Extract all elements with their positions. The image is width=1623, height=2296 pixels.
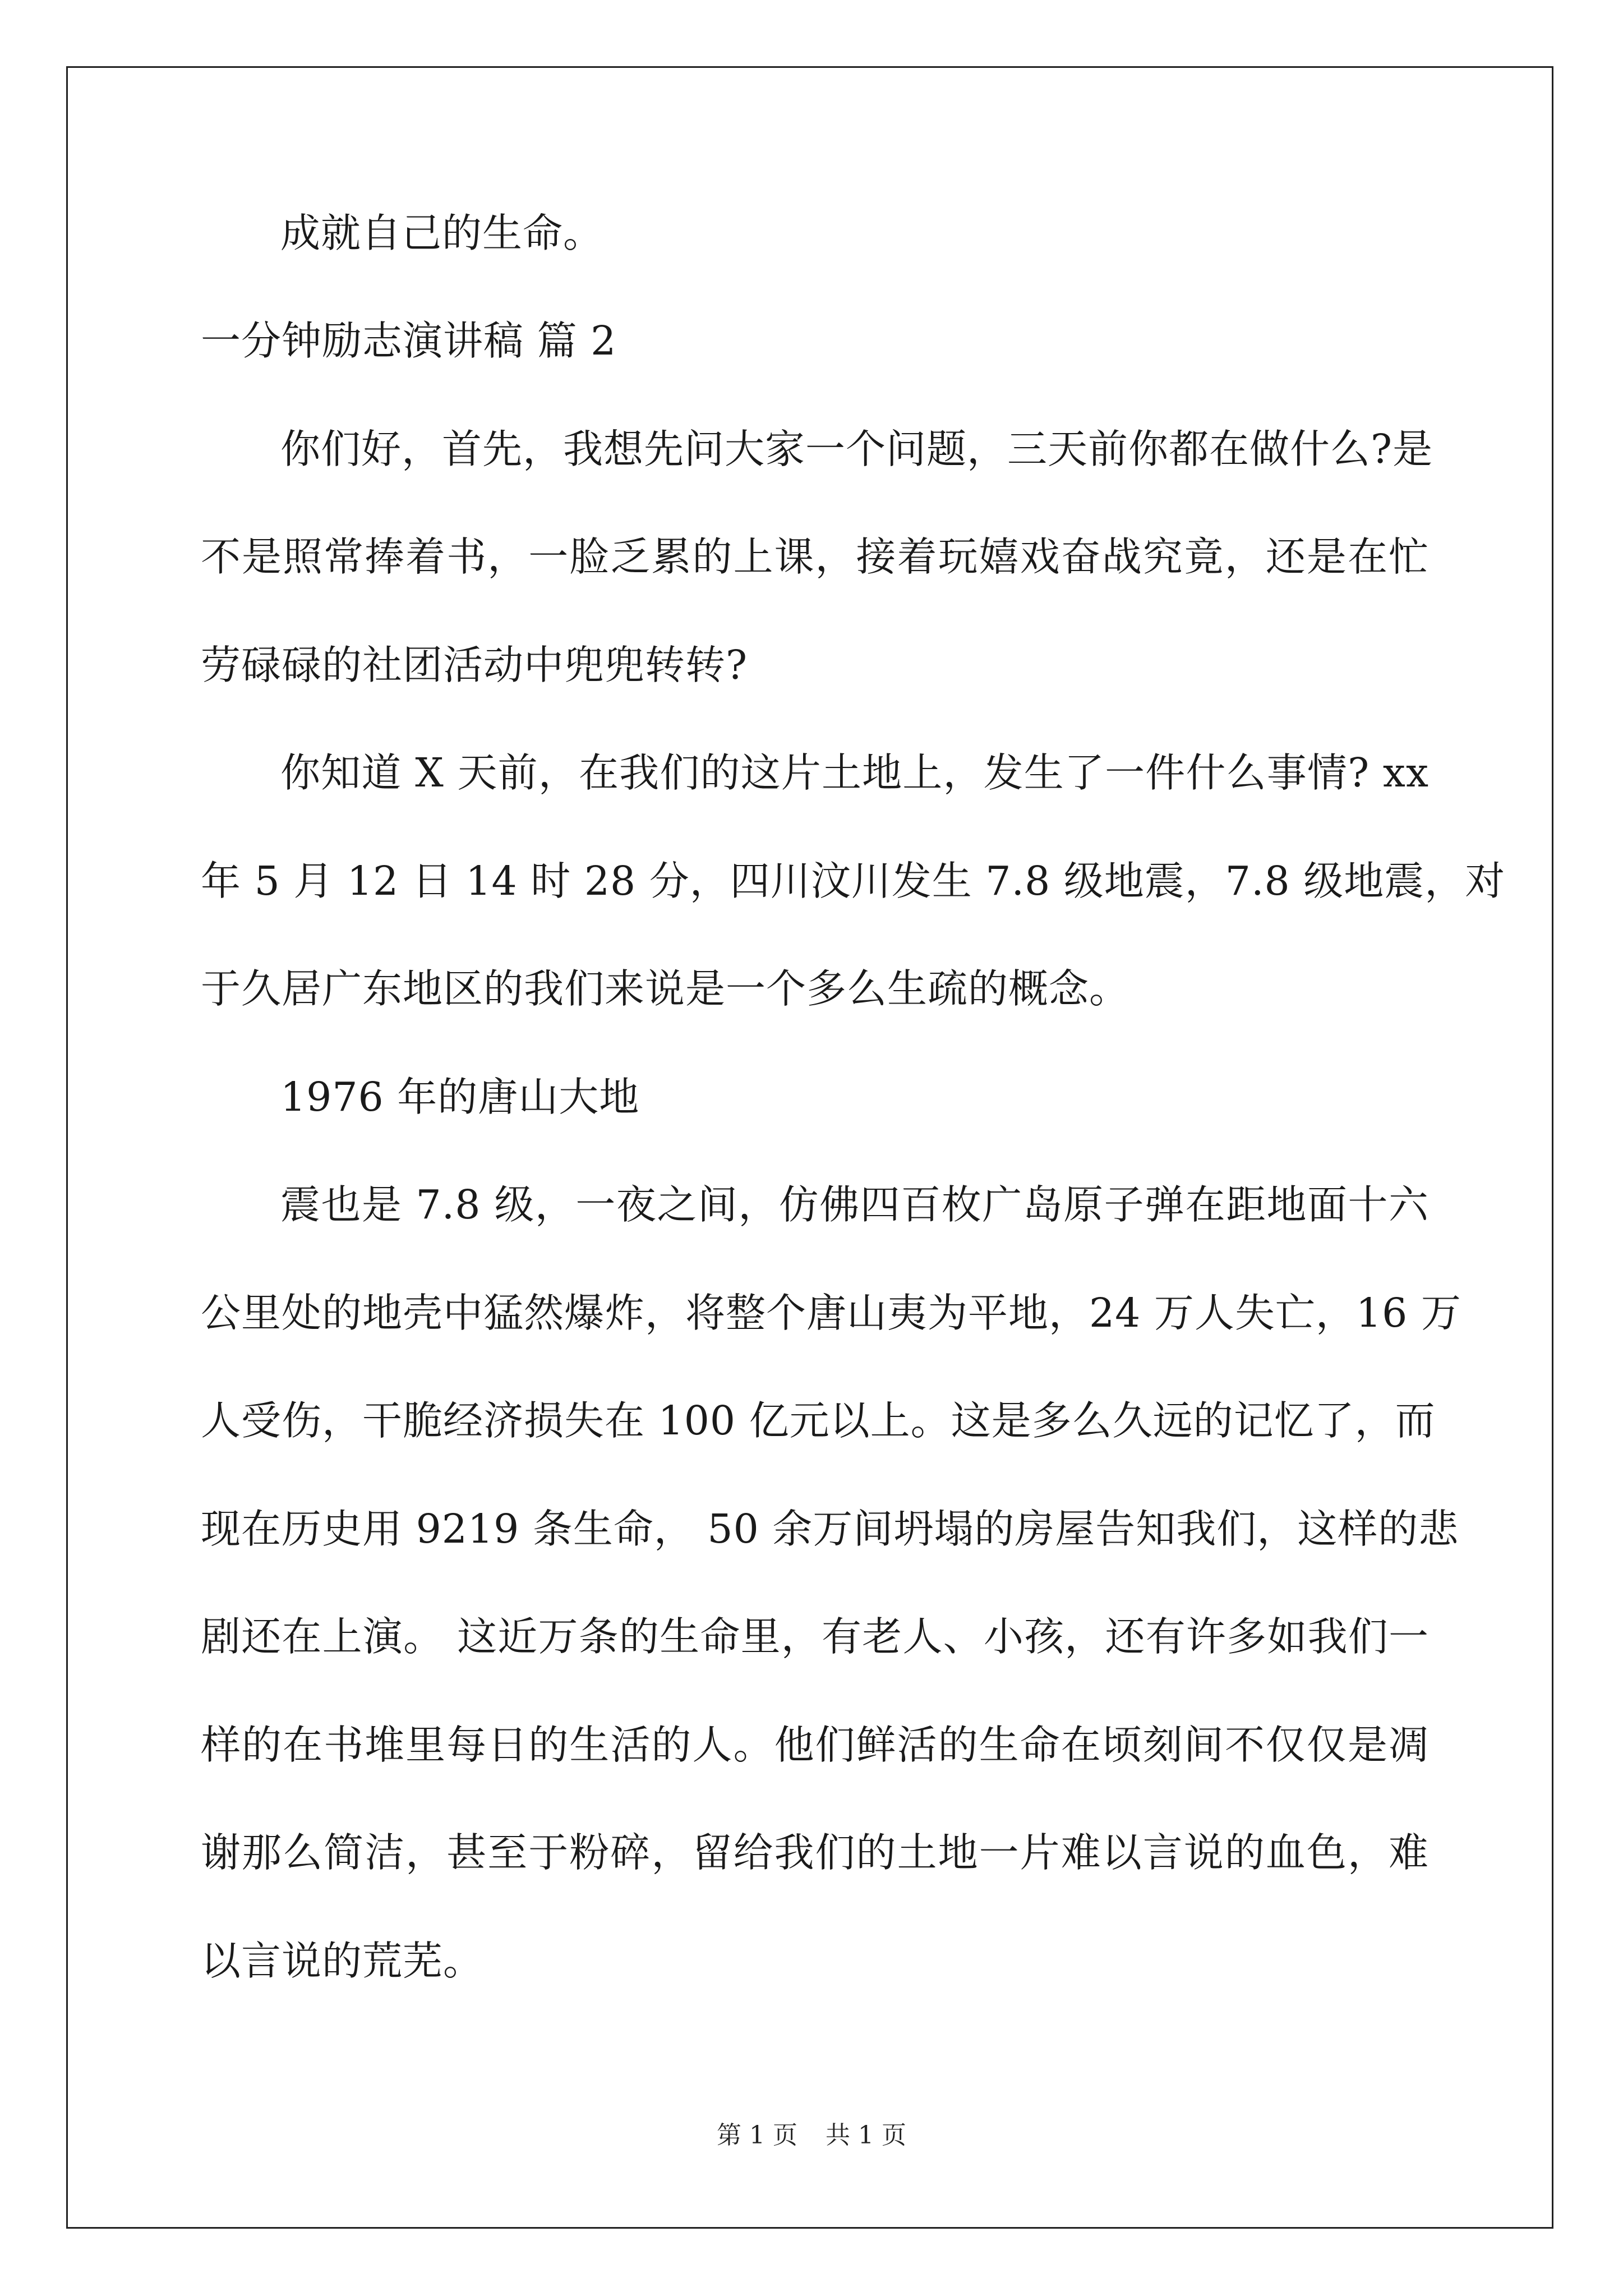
text-line: 震也是 7.8 级，一夜之间，仿佛四百枚广岛原子弹在距地面十六 xyxy=(280,1181,1429,1228)
page-border xyxy=(66,66,1553,2229)
text-line: 样的在书堆里每日的生活的人。他们鲜活的生命在顷刻间不仅仅是凋 xyxy=(201,1722,1429,1768)
page-total: 共 1 页 xyxy=(826,2121,906,2150)
text-line: 人受伤，干脆经济损失在 100 亿元以上。这是多么久远的记忆了，而 xyxy=(201,1397,1436,1444)
text-line: 成就自己的生命。 xyxy=(280,210,604,256)
text-line: 1976 年的唐山大地 xyxy=(280,1074,640,1120)
text-line: 你们好，首先，我想先问大家一个问题，三天前你都在做什么?是 xyxy=(280,426,1433,472)
text-line: 谢那么简洁，甚至于粉碎，留给我们的土地一片难以言说的血色，难 xyxy=(201,1829,1429,1876)
text-line: 公里处的地壳中猛然爆炸，将整个唐山夷为平地，24 万人失亡，16 万 xyxy=(201,1290,1461,1336)
section-heading: 一分钟励志演讲稿 篇 2 xyxy=(201,318,617,364)
text-line: 你知道 X 天前，在我们的这片土地上，发生了一件什么事情? xx xyxy=(280,749,1429,796)
page-footer xyxy=(0,2123,1623,2148)
text-line: 以言说的荒芜。 xyxy=(201,1938,484,1984)
text-line: 年 5 月 12 日 14 时 28 分，四川汶川发生 7.8 级地震，7.8 级地震，对 xyxy=(201,858,1506,904)
text-line: 于久居广东地区的我们来说是一个多么生疏的概念。 xyxy=(201,965,1130,1012)
text-line: 剧还在上演。 这近万条的生命里，有老人、小孩，还有许多如我们一 xyxy=(201,1613,1429,1660)
page-number: 第 1 页 xyxy=(717,2121,797,2150)
text-line: 不是照常捧着书，一脸乏累的上课，接着玩嬉戏奋战究竟，还是在忙 xyxy=(201,533,1429,580)
text-line: 现在历史用 9219 条生命， 50 余万间坍塌的房屋告知我们，这样的悲 xyxy=(201,1506,1459,1552)
text-line: 劳碌碌的社团活动中兜兜转转? xyxy=(201,642,748,688)
